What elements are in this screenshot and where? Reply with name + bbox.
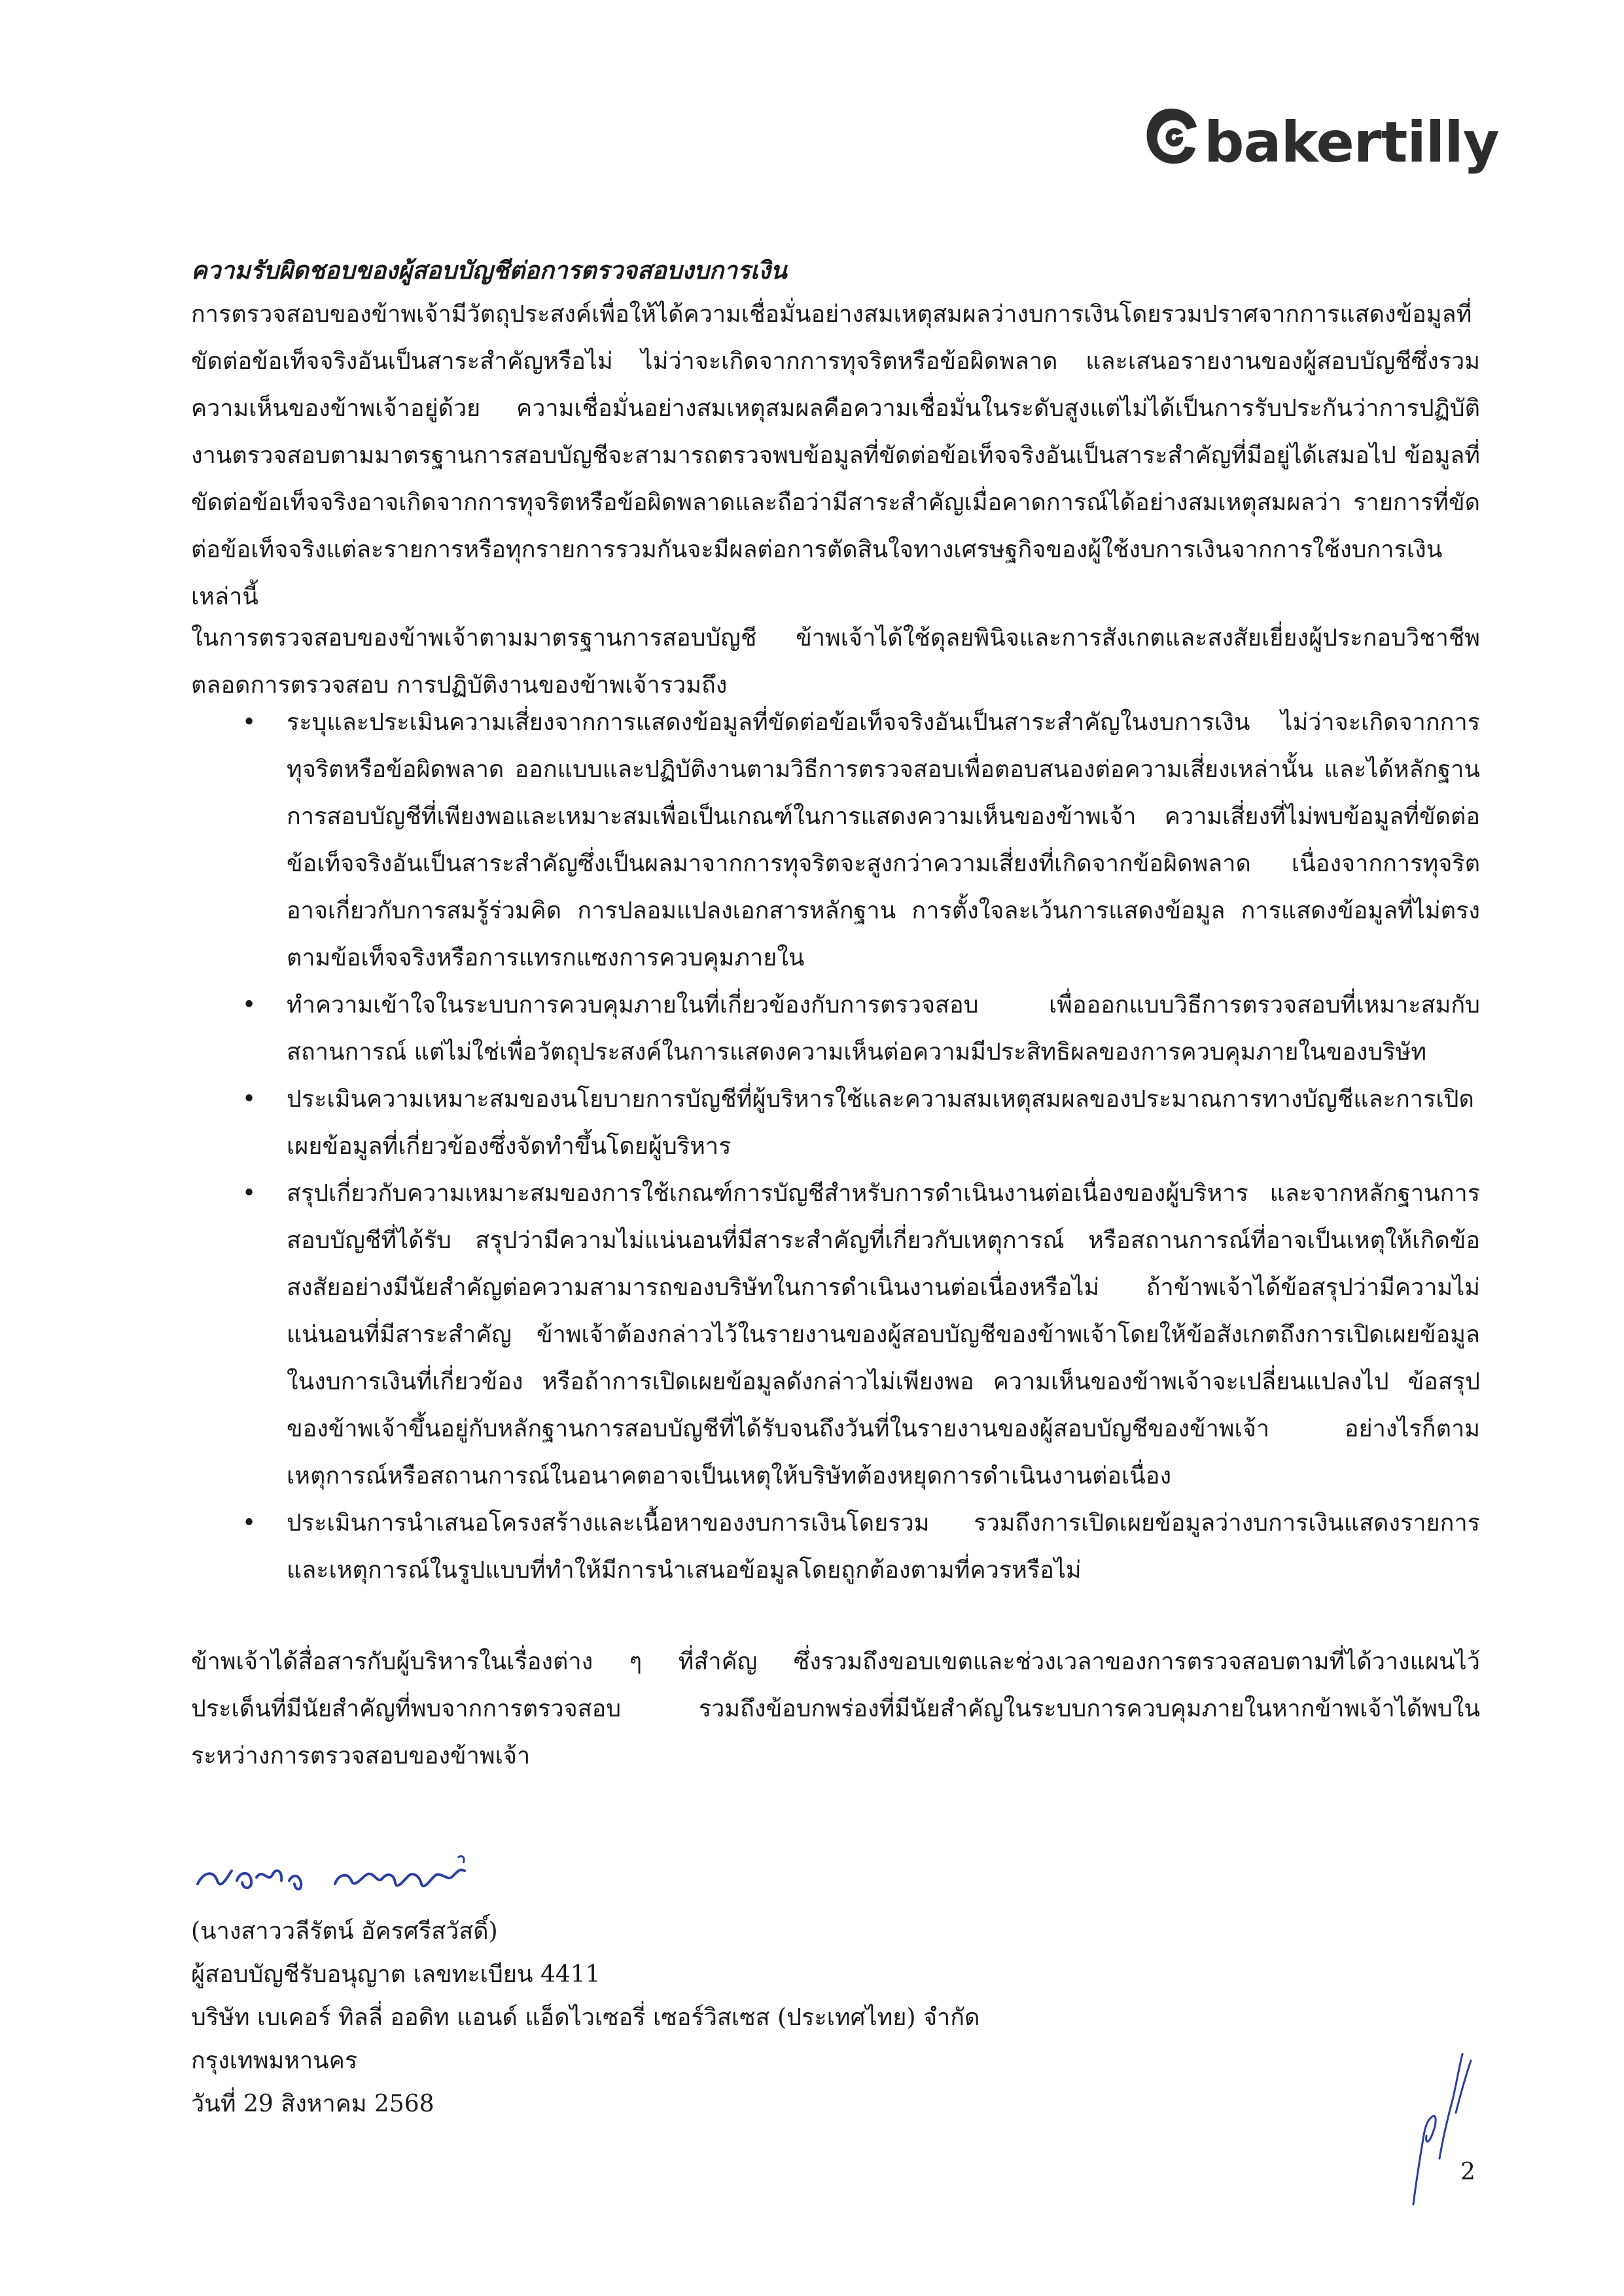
logo-wordmark: bakertilly [1204, 110, 1499, 175]
list-item: • ประเมินการนำเสนอโครงสร้างและเนื้อหาของงบการเงินโดยรวม รวมถึงการเปิดเผยข้อมูลว่างบการเงินแสดงรายการและเหตุการณ์ในรูปแบบที่ทำให้มีการนำเสนอข้อมูลโดยถูกต้องตามที่ควรหรือไม่ [191, 1500, 1480, 1594]
list-item: • ประเมินความเหมาะสมของนโยบายการบัญชีที่ผู้บริหารใช้และความสมเหตุสมผลของประมาณการทางบัญชีและการเปิดเผยข้อมูลที่เกี่ยวข้องซึ่งจัดทำขึ้นโดยผู้บริหาร [191, 1076, 1480, 1170]
section-heading: ความรับผิดชอบของผู้สอบบัญชีต่อการตรวจสอบงบการเงิน [191, 256, 787, 285]
report-date: วันที่ 29 สิงหาคม 2568 [191, 2091, 434, 2117]
list-item: • สรุปเกี่ยวกับความเหมาะสมของการใช้เกณฑ์การบัญชีสำหรับการดำเนินงานต่อเนื่องของผู้บริหาร และจากหลักฐานการสอบบัญชีที่ได้รับ สรุปว่ามีความไม่แน่นอนที่มีสาระสำคัญที่เกี่ยวกับเหตุการณ์ หรือสถานการณ์ที่อาจเป็นเหตุให้เกิดข้อสงสัยอย่างมีนัยสำคัญต่อความสามารถของบริษัทในการดำเนินงานต่อเนื่องหรือไม่ ถ้าข้าพเจ้าได้ข้อสรุปว่ามีความไม่แน่นอนที่มีสาระสำคัญ ข้าพเจ้าต้องกล่าวไว้ในรายงานของผู้สอบบัญชีของข้าพเจ้าโดยให้ข้อสังเกตถึงการเปิดเผยข้อมูลในงบการเงินที่เกี่ยวข้อง หรือถ้าการเปิดเผยข้อมูลดังกล่าวไม่เพียงพอ ความเห็นของข้าพเจ้าจะเปลี่ยนแปลงไป ข้อสรุปของข้าพเจ้าขึ้นอยู่กับหลักฐานการสอบบัญชีที่ได้รับจนถึงวันที่ในรายงานของผู้สอบบัญชีของข้าพเจ้า อย่างไรก็ตาม เหตุการณ์หรือสถานการณ์ในอนาคตอาจเป็นเหตุให้บริษัทต้องหยุดการดำเนินงานต่อเนื่อง [191, 1170, 1480, 1500]
city: กรุงเทพมหานคร [191, 2047, 358, 2074]
bakertilly-swirl-icon [1142, 103, 1201, 175]
paragraph-audit-procedures-intro: ในการตรวจสอบของข้าพเจ้าตามมาตรฐานการสอบบัญชี ข้าพเจ้าได้ใช้ดุลยพินิจและการสังเกตและสงสัยเยี่ยงผู้ประกอบวิชาชีพตลอดการตรวจสอบ การปฏิบัติงานของข้าพเจ้ารวมถึง [191, 625, 1480, 699]
procedures-list [191, 699, 1480, 1594]
auditor-name: (นางสาววลีรัตน์ อัครศรีสวัสดิ์) [191, 1918, 498, 1945]
bakertilly-logo [1142, 98, 1499, 190]
list-item: • ระบุและประเมินความเสี่ยงจากการแสดงข้อมูลที่ขัดต่อข้อเท็จจริงอันเป็นสาระสำคัญในงบการเงิน ไม่ว่าจะเกิดจากการทุจริตหรือข้อผิดพลาด ออกแบบและปฏิบัติงานตามวิธีการตรวจสอบเพื่อตอบสนองต่อความเสี่ยงเหล่านั้น และได้หลักฐานการสอบบัญชีที่เพียงพอและเหมาะสมเพื่อเป็นเกณฑ์ในการแสดงความเห็นของข้าพเจ้า ความเสี่ยงที่ไม่พบข้อมูลที่ขัดต่อข้อเท็จจริงอันเป็นสาระสำคัญซึ่งเป็นผลมาจากการทุจริตจะสูงกว่าความเสี่ยงที่เกิดจากข้อผิดพลาด เนื่องจากการทุจริตอาจเกี่ยวกับการสมรู้ร่วมคิด การปลอมแปลงเอกสารหลักฐาน การตั้งใจละเว้นการแสดงข้อมูล การแสดงข้อมูลที่ไม่ตรงตามข้อเท็จจริงหรือการแทรกแซงการควบคุมภายใน [191, 699, 1480, 982]
paragraph-audit-objective: การตรวจสอบของข้าพเจ้ามีวัตถุประสงค์เพื่อให้ได้ความเชื่อมั่นอย่างสมเหตุสมผลว่างบการเงินโดยรวมปราศจากการแสดงข้อมูลที่ขัดต่อข้อเท็จจริงอันเป็นสาระสำคัญหรือไม่ ไม่ว่าจะเกิดจากการทุจริตหรือข้อผิดพลาด และเสนอรายงานของผู้สอบบัญชีซึ่งรวมความเห็นของข้าพเจ้าอยู่ด้วย ความเชื่อมั่นอย่างสมเหตุสมผลคือความเชื่อมั่นในระดับสูงแต่ไม่ได้เป็นการรับประกันว่าการปฏิบัติงานตรวจสอบตามมาตรฐานการสอบบัญชีจะสามารถตรวจพบข้อมูลที่ขัดต่อข้อเท็จจริงอันเป็นสาระสำคัญที่มีอยู่ได้เสมอไป ข้อมูลที่ขัดต่อข้อเท็จจริงอาจเกิดจากการทุจริตหรือข้อผิดพลาดและถือว่ามีสาระสำคัญเมื่อคาดการณ์ได้อย่างสมเหตุสมผลว่า รายการที่ขัดต่อข้อเท็จจริงแต่ละรายการหรือทุกรายการรวมกันจะมีผลต่อการตัดสินใจทางเศรษฐกิจของผู้ใช้งบการเงินจากการใช้งบการเงินเหล่านี้ [191, 301, 1480, 610]
auditor-signature-icon [191, 1845, 505, 1907]
firm-name: บริษัท เบเคอร์ ทิลลี่ ออดิท แอนด์ แอ็ดไวเซอรี่ เซอร์วิสเซส (ประเทศไทย) จำกัด [191, 2004, 980, 2031]
page-number: 2 [1460, 2159, 1475, 2185]
list-item: • ทำความเข้าใจในระบบการควบคุมภายในที่เกี่ยวข้องกับการตรวจสอบ เพื่อออกแบบวิธีการตรวจสอบที่เหมาะสมกับสถานการณ์ แต่ไม่ใช่เพื่อวัตถุประสงค์ในการแสดงความเห็นต่อความมีประสิทธิผลของการควบคุมภายในของบริษัท [191, 982, 1480, 1076]
auditor-license: ผู้สอบบัญชีรับอนุญาต เลขทะเบียน 4411 [191, 1961, 601, 1988]
paragraph-communication: ข้าพเจ้าได้สื่อสารกับผู้บริหารในเรื่องต่าง ๆ ที่สำคัญ ซึ่งรวมถึงขอบเขตและช่วงเวลาของการตรวจสอบตามที่ได้วางแผนไว้ ประเด็นที่มีนัยสำคัญที่พบจากการตรวจสอบ รวมถึงข้อบกพร่องที่มีนัยสำคัญในระบบการควบคุมภายในหากข้าพเจ้าได้พบในระหว่างการตรวจสอบของข้าพเจ้า [191, 1648, 1480, 1769]
signature-block [191, 1910, 980, 2126]
